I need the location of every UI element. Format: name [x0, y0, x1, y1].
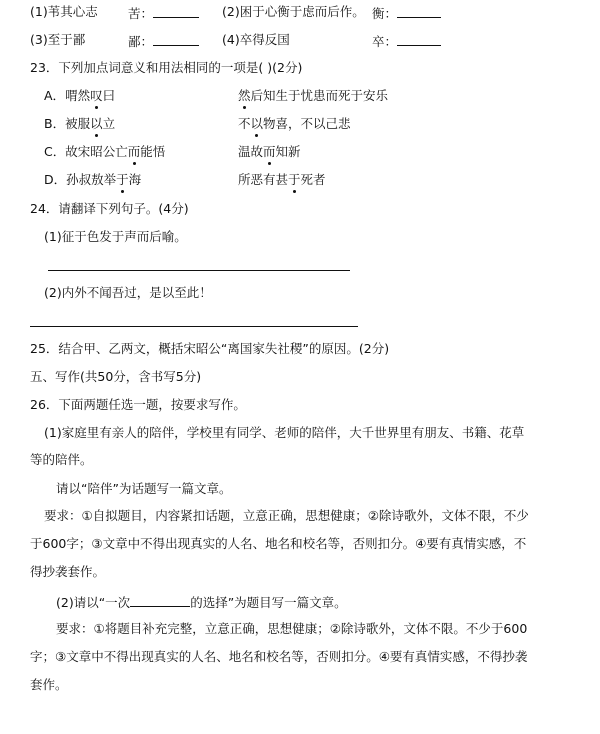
q23-option-d-left: [44, 172, 141, 188]
option-letter: A．: [44, 88, 66, 103]
option-text: 能悟: [140, 144, 166, 159]
q26-requirements-1: 得抄袭套作。: [30, 564, 106, 579]
title-blank[interactable]: [130, 593, 190, 607]
option-letter: B．: [44, 116, 66, 131]
q24-sentence-1: (1)征于色发于声而后喻。: [44, 229, 187, 244]
q23-option-c-right: [238, 144, 301, 160]
q22-item-4-word: 卒：: [372, 34, 398, 49]
q22-item-2: [222, 4, 365, 20]
q26-prompt-1-line: (1)家庭里有亲人的陪伴，学校里有同学、老师的陪伴，大千世界里有朋友、书籍、花草: [44, 425, 525, 440]
option-text: 温故: [238, 144, 264, 159]
option-text: 物喜，不以己悲: [263, 116, 351, 131]
dotted-word: 于: [116, 172, 129, 187]
option-text: 后知生于忧患而死于安乐: [250, 88, 389, 103]
answer-blank[interactable]: [153, 32, 199, 46]
q26-prompt-2-text: 的选择”为题目写一篇文章。: [190, 595, 347, 610]
answer-line[interactable]: [48, 270, 350, 271]
q23-option-c-left: [44, 144, 165, 160]
q26-requirements-1: 要求：①自拟题目，内容紧扣话题，立意正确，思想健康；②除诗歌外，文体不限，不少: [44, 508, 529, 523]
q26-requirements-2: 要求：①将题目补充完整，立意正确，思想健康；②除诗歌外，文体不限。不少于600: [56, 621, 528, 636]
q26-prompt-2-text: (2)请以“一次: [56, 595, 131, 610]
q23-option-d-right: [238, 172, 326, 188]
section-title: 五、写作(共50分，含书写5分): [30, 369, 202, 384]
dotted-word: 于: [288, 172, 301, 187]
q24-sentence-2: (2)内外不闻吾过，是以至此！: [44, 285, 212, 300]
q26-stem: 26．下面两题任选一题，按要求写作。: [30, 397, 246, 412]
q23-stem: 23．下列加点词意义和用法相同的一项是( )(2分): [30, 60, 303, 75]
q22-item-3-word: 鄙：: [128, 34, 154, 49]
q22-item-3-answer: [128, 32, 199, 50]
q22-item-4: [222, 32, 290, 48]
option-letter: D．: [44, 172, 67, 187]
option-text: 立: [102, 116, 116, 131]
q22-item-3-label: (3)至于鄙: [30, 32, 86, 47]
option-text: 海: [128, 172, 142, 187]
option-text: 所恶有甚: [238, 172, 289, 187]
q22-item-3: [30, 32, 85, 48]
q22-item-1-answer: [128, 4, 199, 22]
answer-line[interactable]: [30, 326, 358, 327]
option-letter: C．: [44, 144, 66, 159]
dotted-word: 然: [238, 88, 251, 103]
q26-prompt-1-topic: 请以“陪伴”为话题写一篇文章。: [56, 481, 232, 496]
q26-prompt-1-line: 等的陪伴。: [30, 452, 93, 467]
q22-item-2-word: 衡：: [372, 6, 398, 21]
q23-option-b-right: [238, 116, 351, 132]
option-text: 知新: [275, 144, 301, 159]
q22-item-4-answer: [372, 32, 441, 50]
q23-option-a-right: [238, 88, 388, 104]
dotted-word: 而: [263, 144, 276, 159]
option-text: 喟然: [65, 88, 91, 103]
answer-blank[interactable]: [397, 4, 441, 18]
q22-item-1-word: 苦：: [128, 6, 154, 21]
q26-requirements-2: 套作。: [30, 677, 68, 692]
dotted-word: 而: [127, 144, 141, 159]
answer-blank[interactable]: [153, 4, 199, 18]
option-text: 故宋昭公亡: [65, 144, 128, 159]
option-text: 死者: [300, 172, 326, 187]
q22-item-1-label: (1)苇其心志: [30, 4, 98, 19]
answer-blank[interactable]: [397, 32, 441, 46]
q22-item-2-answer: [372, 4, 441, 22]
dotted-word: 以: [90, 116, 103, 131]
q26-requirements-1: 于600字；③文章中不得出现真实的人名、地名和校名等，否则扣分。④要有真情实感，不: [30, 536, 527, 551]
q22-item-1: [30, 4, 98, 20]
q26-requirements-2: 字；③文章中不得出现真实的人名、地名和校名等，否则扣分。④要有真情实感，不得抄袭: [30, 649, 528, 664]
q24-stem: 24．请翻译下列句子。(4分): [30, 201, 189, 216]
q23-option-a-left: [44, 88, 115, 104]
option-text: 被服: [65, 116, 91, 131]
q22-item-2-label: (2)困于心衡于虑而后作。: [222, 4, 365, 19]
q25-stem: 25．结合甲、乙两文，概括宋昭公“离国家失社稷”的原因。(2分): [30, 341, 390, 356]
option-text: 曰: [102, 88, 116, 103]
option-text: 孙叔敖举: [66, 172, 117, 187]
q22-item-4-label: (4)卒得反国: [222, 32, 290, 47]
dotted-word: 以: [250, 116, 264, 131]
dotted-word: 叹: [90, 88, 103, 103]
q23-option-b-left: [44, 116, 115, 132]
option-text: 不: [238, 116, 251, 131]
q26-prompt-2: [56, 593, 347, 611]
